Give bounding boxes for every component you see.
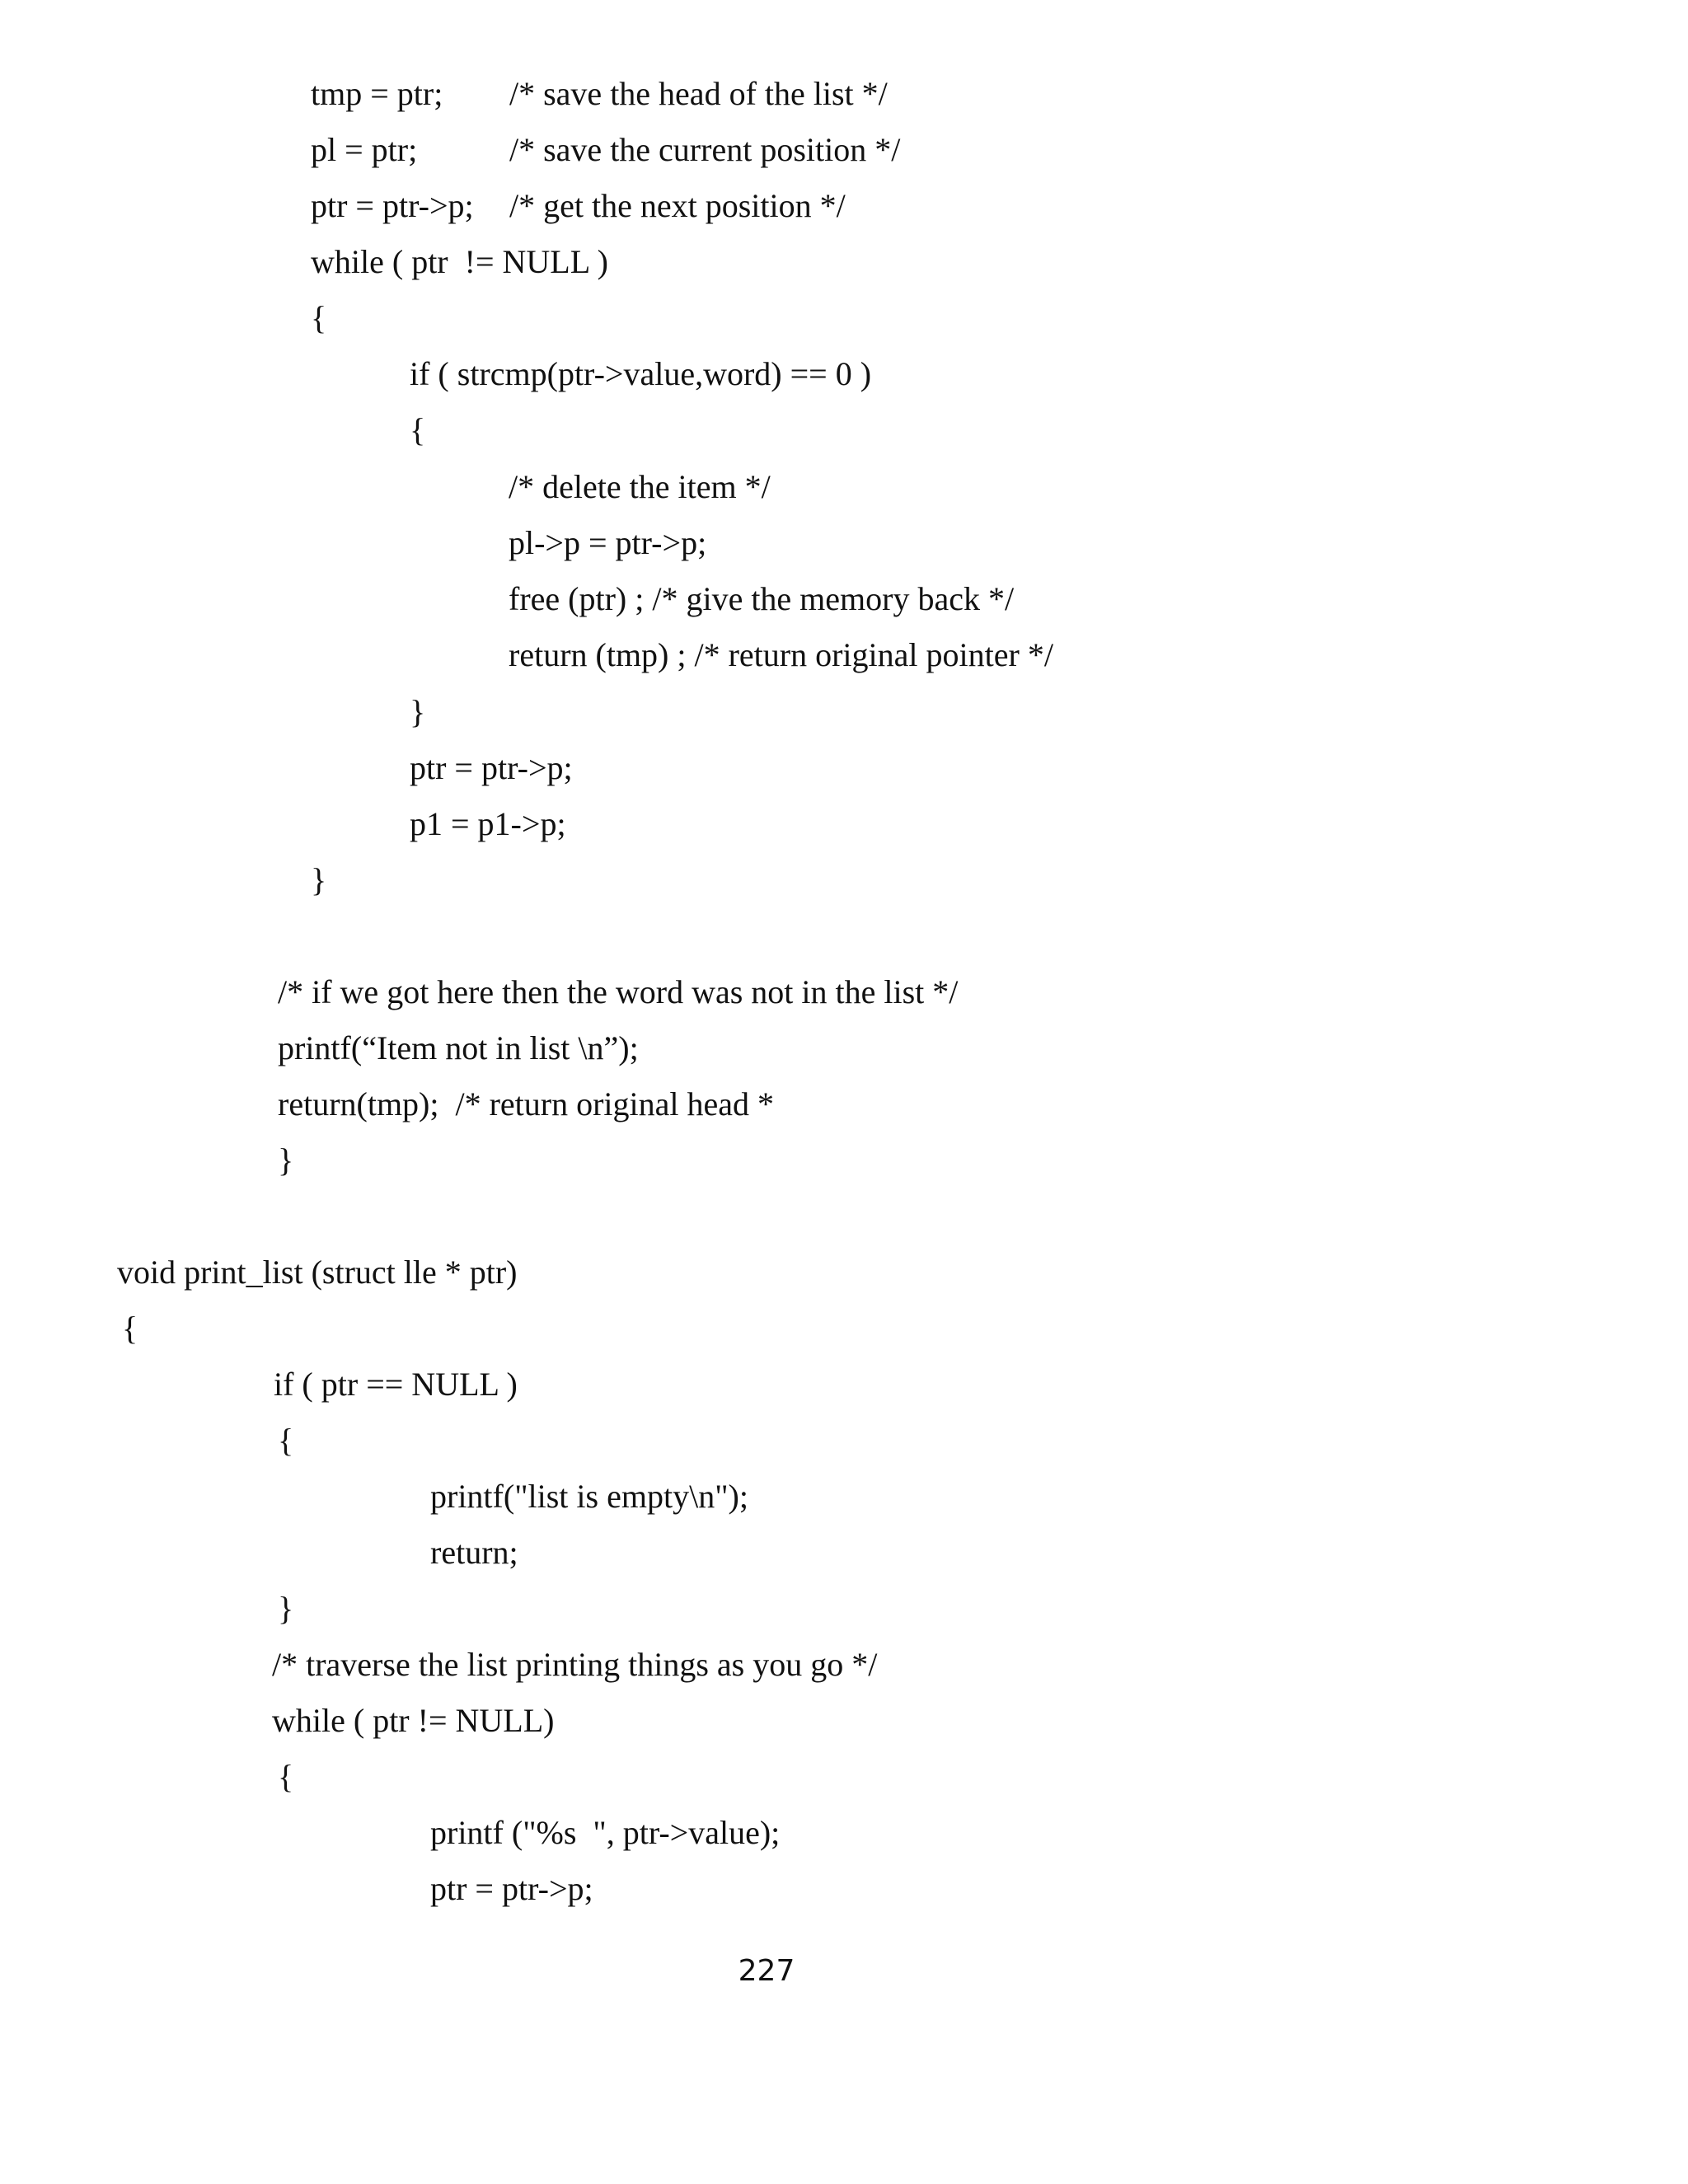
code-comment: /* get the next position */ bbox=[509, 187, 846, 224]
code-line: { bbox=[311, 299, 327, 336]
code-line: printf ("%s ", ptr->value); bbox=[430, 1814, 781, 1851]
code-line: return; bbox=[430, 1534, 518, 1571]
code-line: while ( ptr != NULL ) bbox=[311, 243, 608, 280]
code-line: { bbox=[410, 411, 426, 448]
code-line: { bbox=[278, 1758, 294, 1795]
code-line: while ( ptr != NULL) bbox=[272, 1702, 555, 1739]
code-line: ptr = ptr->p; bbox=[311, 187, 474, 224]
code-line: printf(“Item not in list \n”); bbox=[278, 1029, 639, 1066]
code-line: return(tmp); /* return original head * bbox=[278, 1085, 775, 1122]
code-line: ptr = ptr->p; bbox=[430, 1870, 593, 1907]
code-line: { bbox=[278, 1422, 294, 1459]
code-line: } bbox=[278, 1141, 294, 1179]
code-line: tmp = ptr; bbox=[311, 75, 443, 112]
code-line: if ( ptr == NULL ) bbox=[274, 1366, 518, 1403]
code-line: /* traverse the list printing things as you go */ bbox=[272, 1646, 878, 1683]
code-line: p1 = p1->p; bbox=[410, 805, 566, 842]
code-line: free (ptr) ; /* give the memory back */ bbox=[509, 580, 1015, 617]
code-comment: /* save the current position */ bbox=[509, 131, 901, 168]
code-line: ptr = ptr->p; bbox=[410, 749, 573, 786]
code-line: /* delete the item */ bbox=[509, 468, 771, 505]
code-line: } bbox=[410, 693, 426, 730]
code-line: pl->p = ptr->p; bbox=[509, 524, 707, 561]
code-line: pl = ptr; bbox=[311, 131, 418, 168]
code-line: if ( strcmp(ptr->value,word) == 0 ) bbox=[410, 355, 872, 392]
code-line: /* if we got here then the word was not in the list */ bbox=[278, 973, 959, 1010]
page-number: 227 bbox=[738, 1954, 795, 1988]
code-line: return (tmp) ; /* return original pointer */ bbox=[509, 636, 1053, 673]
code-line: } bbox=[311, 861, 327, 898]
code-line: { bbox=[122, 1310, 138, 1347]
code-line: printf("list is empty\n"); bbox=[430, 1478, 748, 1515]
code-line: void print_list (struct lle * ptr) bbox=[117, 1254, 518, 1291]
code-line: } bbox=[278, 1590, 294, 1627]
code-comment: /* save the head of the list */ bbox=[509, 75, 888, 112]
